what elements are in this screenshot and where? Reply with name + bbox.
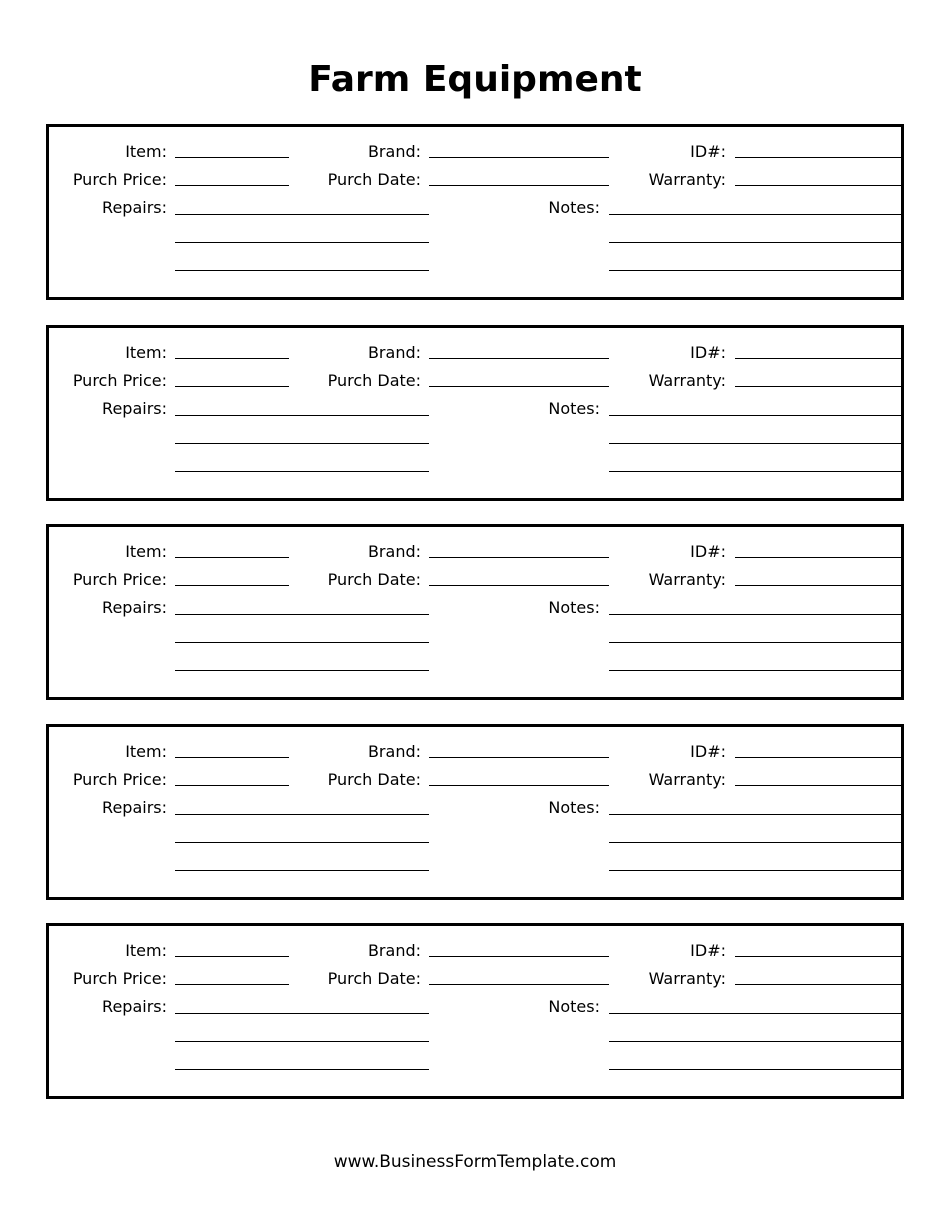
repairs-line[interactable] — [175, 214, 429, 215]
notes-label: Notes: — [548, 798, 600, 817]
brand-label: Brand: — [367, 343, 421, 362]
repairs-line[interactable] — [175, 814, 429, 815]
warranty-field[interactable] — [735, 585, 901, 586]
id-label: ID#: — [690, 142, 726, 161]
id-label: ID#: — [690, 941, 726, 960]
purch-price-label: Purch Price: — [72, 969, 167, 988]
equipment-record — [46, 524, 904, 700]
equipment-record — [46, 325, 904, 501]
notes-line[interactable] — [609, 270, 901, 271]
repairs-label: Repairs: — [102, 399, 167, 418]
notes-line[interactable] — [609, 814, 901, 815]
id-label: ID#: — [690, 343, 726, 362]
warranty-label: Warranty: — [648, 570, 726, 589]
purch-date-field[interactable] — [429, 984, 609, 985]
purch-price-label: Purch Price: — [72, 371, 167, 390]
purch-date-field[interactable] — [429, 585, 609, 586]
repairs-line[interactable] — [175, 443, 429, 444]
item-label: Item: — [125, 941, 167, 960]
purch-date-field[interactable] — [429, 185, 609, 186]
purch-date-label: Purch Date: — [327, 969, 421, 988]
warranty-field[interactable] — [735, 386, 901, 387]
purch-date-label: Purch Date: — [327, 371, 421, 390]
repairs-line[interactable] — [175, 842, 429, 843]
purch-price-label: Purch Price: — [72, 570, 167, 589]
item-field[interactable] — [175, 358, 289, 359]
item-label: Item: — [125, 742, 167, 761]
warranty-label: Warranty: — [648, 969, 726, 988]
notes-line[interactable] — [609, 670, 901, 671]
repairs-line[interactable] — [175, 614, 429, 615]
repairs-line[interactable] — [175, 670, 429, 671]
id-label: ID#: — [690, 542, 726, 561]
purch-date-label: Purch Date: — [327, 170, 421, 189]
id-label: ID#: — [690, 742, 726, 761]
warranty-field[interactable] — [735, 785, 901, 786]
item-field[interactable] — [175, 956, 289, 957]
footer-url: www.BusinessFormTemplate.com — [333, 1152, 617, 1172]
repairs-line[interactable] — [175, 471, 429, 472]
item-field[interactable] — [175, 557, 289, 558]
warranty-label: Warranty: — [648, 770, 726, 789]
notes-line[interactable] — [609, 1041, 901, 1042]
warranty-label: Warranty: — [648, 371, 726, 390]
repairs-line[interactable] — [175, 1069, 429, 1070]
notes-line[interactable] — [609, 1013, 901, 1014]
purch-price-label: Purch Price: — [72, 770, 167, 789]
repairs-label: Repairs: — [102, 198, 167, 217]
notes-line[interactable] — [609, 842, 901, 843]
warranty-label: Warranty: — [648, 170, 726, 189]
notes-label: Notes: — [548, 198, 600, 217]
notes-line[interactable] — [609, 415, 901, 416]
warranty-field[interactable] — [735, 185, 901, 186]
notes-line[interactable] — [609, 471, 901, 472]
brand-field[interactable] — [429, 157, 609, 158]
purch-date-field[interactable] — [429, 386, 609, 387]
repairs-line[interactable] — [175, 642, 429, 643]
brand-field[interactable] — [429, 358, 609, 359]
repairs-line[interactable] — [175, 1041, 429, 1042]
item-field[interactable] — [175, 157, 289, 158]
notes-label: Notes: — [548, 399, 600, 418]
notes-line[interactable] — [609, 614, 901, 615]
brand-label: Brand: — [367, 941, 421, 960]
page-title: Farm Equipment — [308, 59, 642, 100]
id-field[interactable] — [735, 956, 901, 957]
id-field[interactable] — [735, 557, 901, 558]
repairs-line[interactable] — [175, 242, 429, 243]
brand-field[interactable] — [429, 956, 609, 957]
id-field[interactable] — [735, 157, 901, 158]
notes-label: Notes: — [548, 598, 600, 617]
repairs-label: Repairs: — [102, 798, 167, 817]
item-label: Item: — [125, 142, 167, 161]
item-label: Item: — [125, 343, 167, 362]
notes-line[interactable] — [609, 214, 901, 215]
id-field[interactable] — [735, 757, 901, 758]
warranty-field[interactable] — [735, 984, 901, 985]
notes-line[interactable] — [609, 443, 901, 444]
repairs-line[interactable] — [175, 870, 429, 871]
purch-price-field[interactable] — [175, 785, 289, 786]
brand-label: Brand: — [367, 742, 421, 761]
notes-line[interactable] — [609, 242, 901, 243]
purch-date-label: Purch Date: — [327, 770, 421, 789]
purch-price-field[interactable] — [175, 386, 289, 387]
notes-label: Notes: — [548, 997, 600, 1016]
repairs-line[interactable] — [175, 270, 429, 271]
notes-line[interactable] — [609, 1069, 901, 1070]
equipment-record — [46, 724, 904, 900]
purch-date-field[interactable] — [429, 785, 609, 786]
repairs-label: Repairs: — [102, 598, 167, 617]
purch-price-field[interactable] — [175, 984, 289, 985]
notes-line[interactable] — [609, 870, 901, 871]
brand-label: Brand: — [367, 542, 421, 561]
brand-field[interactable] — [429, 557, 609, 558]
repairs-label: Repairs: — [102, 997, 167, 1016]
id-field[interactable] — [735, 358, 901, 359]
brand-field[interactable] — [429, 757, 609, 758]
purch-date-label: Purch Date: — [327, 570, 421, 589]
equipment-record — [46, 923, 904, 1099]
repairs-line[interactable] — [175, 1013, 429, 1014]
purch-price-label: Purch Price: — [72, 170, 167, 189]
purch-price-field[interactable] — [175, 585, 289, 586]
item-label: Item: — [125, 542, 167, 561]
item-field[interactable] — [175, 757, 289, 758]
equipment-record — [46, 124, 904, 300]
notes-line[interactable] — [609, 642, 901, 643]
purch-price-field[interactable] — [175, 185, 289, 186]
brand-label: Brand: — [367, 142, 421, 161]
repairs-line[interactable] — [175, 415, 429, 416]
